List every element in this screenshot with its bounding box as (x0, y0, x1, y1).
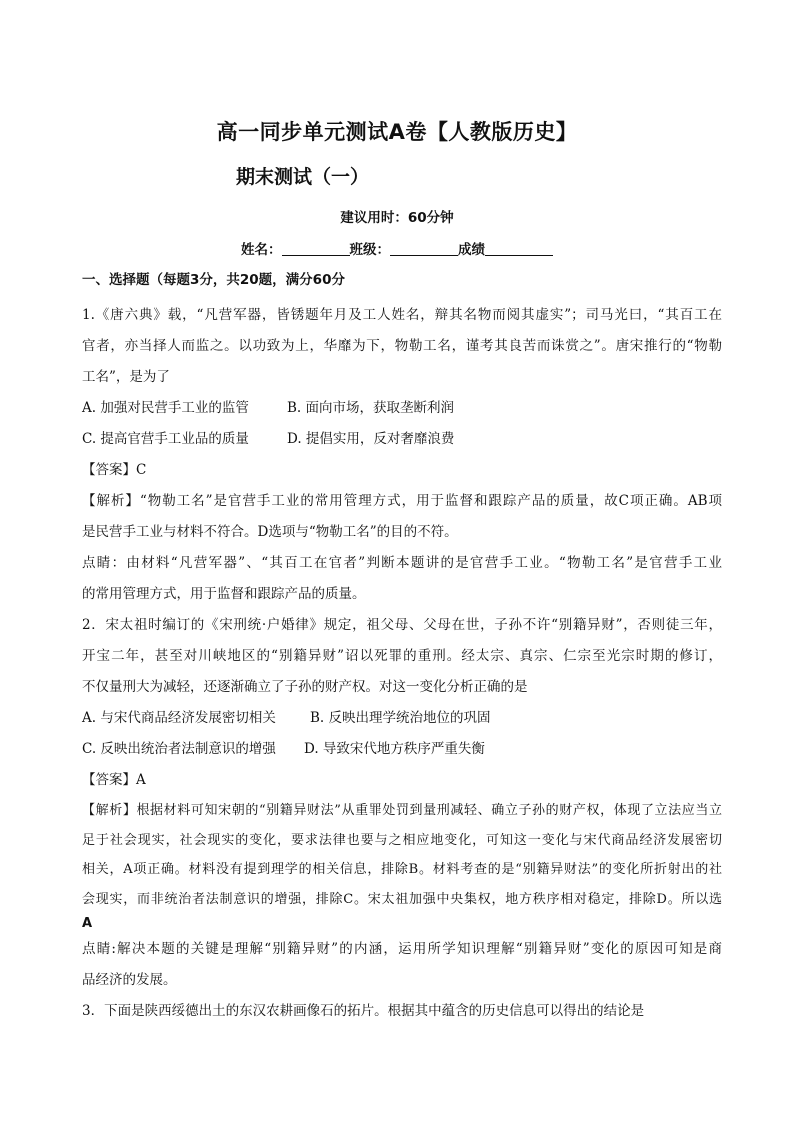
q2-analysis-line1: 【解析】根据材料可知宋朝的“别籍异财法”从重罪处罚到量刑减轻、确立子孙的财产权，体现了立法应当立 (82, 803, 722, 818)
page-title: 高一同步单元测试A卷【人教版历史】 (216, 120, 578, 144)
q1-answer: 【答案】C (82, 462, 147, 478)
class-label: 班级： (349, 242, 390, 258)
q2-options-row2 (82, 734, 722, 765)
q1-stem-line2: 官者，亦当择人而监之。以功致为上，华靡为下，物勒工名，谨考其良苦而诛赏之”。唐宋推行的“物勒 (82, 338, 722, 354)
q1-option-a: A. 加强对民营手工业的监管 (82, 400, 249, 416)
q1-analysis-line2: 是民营手工业与材料不符合。D选项与“物勒工名”的目的不符。 (82, 524, 458, 540)
q2-answer: 【答案】A (82, 772, 146, 788)
q2-analysis-line4: 会现实，而非统治者法制意识的增强，排除C。宋太祖加强中央集权，地方秩序相对稳定，排除D。所以选 (82, 891, 722, 907)
suggested-time: 建议用时：60分钟 (340, 210, 454, 226)
q2-option-c: C. 反映出统治者法制意识的增强 (82, 741, 276, 757)
q2-option-b: B. 反映出理学统治地位的巩固 (310, 710, 491, 726)
q2-option-d: D. 导致宋代地方秩序严重失衡 (304, 741, 485, 757)
q2-stem-line3: 不仅量刑大为减轻，还逐渐确立了子孙的财产权。对这一变化分析正确的是 (82, 679, 528, 695)
score-blank (485, 242, 553, 256)
score-label: 成绩 (458, 242, 485, 258)
q1-option-d: D. 提倡实用，反对奢靡浪费 (287, 431, 455, 447)
q2-analysis-line5: A (82, 916, 93, 931)
student-info-line (0, 238, 794, 258)
section-heading: 一、选择题（每题3分，共20题，满分60分 (82, 272, 345, 288)
q1-tip-line2: 的常用管理方式，用于监督和跟踪产品的质量。 (82, 586, 366, 602)
q2-options-row1 (82, 703, 722, 734)
q1-options-row1 (82, 393, 722, 424)
q2-tip-line1: 点睛:解决本题的关键是理解“别籍异财”的内涵，运用所学知识理解“别籍异财”变化的原因可知是商 (82, 941, 722, 957)
q1-stem-line3: 工名”，是为了 (82, 369, 170, 385)
q2-stem-line2: 开宝二年，甚至对川峡地区的“别籍异财”诏以死罪的重刑。经太宗、真宗、仁宗至光宗时期的修订， (82, 648, 722, 664)
q3-stem-line1: 3．下面是陕西绥德出土的东汉农耕画像石的拓片。根据其中蕴含的历史信息可以得出的结论是 (82, 1003, 645, 1019)
q1-option-c: C. 提高官营手工业品的质量 (82, 431, 249, 447)
q2-analysis-line3: 相关，A项正确。材料没有提到理学的相关信息，排除B。材料考查的是“别籍异财法”的变化所折射出的社 (82, 862, 722, 877)
q2-analysis-line2: 足于社会现实，社会现实的变化，要求法律也要与之相应地变化，可知这一变化与宋代商品经济发展密切 (82, 832, 722, 848)
q1-analysis-line1: 【解析】“物勒工名”是官营手工业的常用管理方式，用于监督和跟踪产品的质量，故C项正确。AB项 (82, 493, 722, 509)
questions (82, 300, 722, 1027)
q1-option-b: B. 面向市场，获取垄断利润 (287, 400, 455, 416)
page-subtitle: 期末测试（一） (236, 166, 370, 188)
q2-tip-line2: 品经济的发展。 (82, 972, 177, 988)
q2-option-a: A. 与宋代商品经济发展密切相关 (82, 710, 276, 726)
name-label: 姓名： (241, 242, 282, 258)
q1-stem-line1: 1.《唐六典》载，“凡营军器，皆锈题年月及工人姓名，辩其名物而阅其虚实”；司马光曰，“其百工在 (82, 307, 722, 323)
q1-tip-line1: 点睛：由材料“凡营军器”、“其百工在官者”判断本题讲的是官营手工业。“物勒工名”是官营手工业 (82, 555, 722, 571)
q2-stem-line1: 2．宋太祖时编订的《宋刑统·户婚律》规定，祖父母、父母在世，子孙不许“别籍异财”，否则徒三年， (82, 617, 722, 633)
class-blank (390, 242, 458, 256)
q1-options-row2 (82, 424, 722, 455)
name-blank (282, 242, 350, 256)
